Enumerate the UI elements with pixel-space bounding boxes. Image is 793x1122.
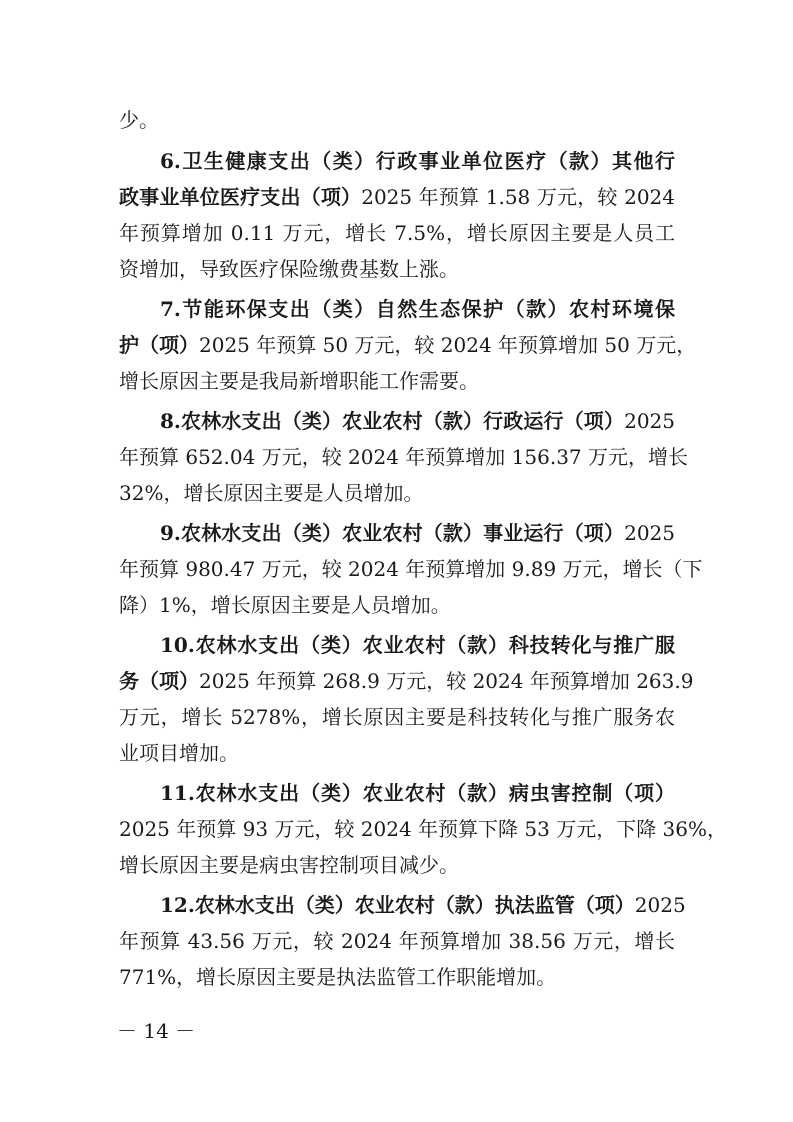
- heading-text: 6.卫生健康支出（类）行政事业单位医疗（款）其他行: [160, 149, 675, 173]
- line-text: 2025: [624, 409, 675, 433]
- paragraph-line: [119, 699, 675, 735]
- paragraph-line: [119, 102, 675, 138]
- paragraph-line: [119, 811, 728, 847]
- line-text: 少。: [119, 108, 159, 132]
- paragraph-line: [119, 251, 675, 287]
- heading-text: 务（项）: [119, 669, 199, 693]
- heading-text: 8.农林水支出（类）农业农村（款）行政运行（项）: [160, 409, 625, 433]
- page-number: － 14 －: [117, 1019, 196, 1043]
- paragraph-line: [119, 663, 694, 699]
- paragraph-heading-line: [160, 515, 675, 551]
- paragraph-line: [119, 923, 675, 959]
- paragraph-heading-line: [160, 775, 675, 811]
- line-text: 年预算 652.04 万元，较 2024 年预算增加 156.37 万元，增长: [119, 445, 689, 469]
- paragraph-line: [119, 551, 703, 587]
- line-text: 业项目增加。: [119, 741, 239, 765]
- heading-text: 10.农林水支出（类）农业农村（款）科技转化与推广服: [160, 633, 675, 657]
- line-text: 增长原因主要是我局新增职能工作需要。: [119, 369, 479, 393]
- line-text: 32%，增长原因主要是人员增加。: [119, 481, 424, 505]
- paragraph-line: [119, 363, 675, 399]
- line-text: 年预算 43.56 万元，较 2024 年预算增加 38.56 万元，增长: [119, 929, 675, 953]
- paragraph-line: [119, 587, 675, 623]
- paragraph-heading-line: [160, 291, 675, 327]
- paragraph-heading-line: [160, 143, 675, 179]
- line-text: 年预算 980.47 万元，较 2024 年预算增加 9.89 万元，增长（下: [119, 557, 703, 581]
- line-text: 2025: [634, 893, 686, 917]
- paragraph-heading-line: [160, 887, 686, 923]
- heading-text: 12.农林水支出（类）农业农村（款）执法监管（项）: [160, 893, 635, 917]
- heading-text: 政事业单位医疗支出（项）: [119, 185, 362, 209]
- paragraph-line: [119, 735, 675, 771]
- heading-text: 7.节能环保支出（类）自然生态保护（款）农村环境保: [160, 297, 675, 321]
- heading-text: 11.农林水支出（类）农业农村（款）病虫害控制（项）: [160, 781, 675, 805]
- line-text: 2025 年预算 50 万元，较 2024 年预算增加 50 万元，: [199, 333, 697, 357]
- heading-text: 护（项）: [119, 333, 199, 357]
- paragraph-line: [119, 959, 675, 995]
- paragraph-line: [119, 439, 689, 475]
- line-text: 年预算增加 0.11 万元，增长 7.5%，增长原因主要是人员工: [119, 221, 675, 245]
- heading-text: 9.农林水支出（类）农业农村（款）事业运行（项）: [160, 521, 625, 545]
- paragraph-line: [119, 215, 675, 251]
- line-text: 2025: [624, 521, 675, 545]
- line-text: 2025 年预算 1.58 万元，较 2024: [361, 185, 676, 209]
- paragraph-line: [119, 475, 675, 511]
- line-text: 771%，增长原因主要是执法监管工作职能增加。: [119, 965, 557, 989]
- paragraph-line: [119, 179, 675, 215]
- paragraph-line: [119, 847, 675, 883]
- paragraph-heading-line: [160, 403, 675, 439]
- line-text: 2025 年预算 93 万元，较 2024 年预算下降 53 万元，下降 36%，: [119, 817, 728, 841]
- paragraph-heading-line: [160, 627, 675, 663]
- line-text: 增长原因主要是病虫害控制项目减少。: [119, 853, 459, 877]
- line-text: 2025 年预算 268.9 万元，较 2024 年预算增加 263.9: [199, 669, 694, 693]
- line-text: 资增加，导致医疗保险缴费基数上涨。: [119, 257, 459, 281]
- line-text: 降）1%，增长原因主要是人员增加。: [119, 593, 451, 617]
- paragraph-line: [119, 327, 697, 363]
- line-text: 万元，增长 5278%，增长原因主要是科技转化与推广服务农: [119, 705, 675, 729]
